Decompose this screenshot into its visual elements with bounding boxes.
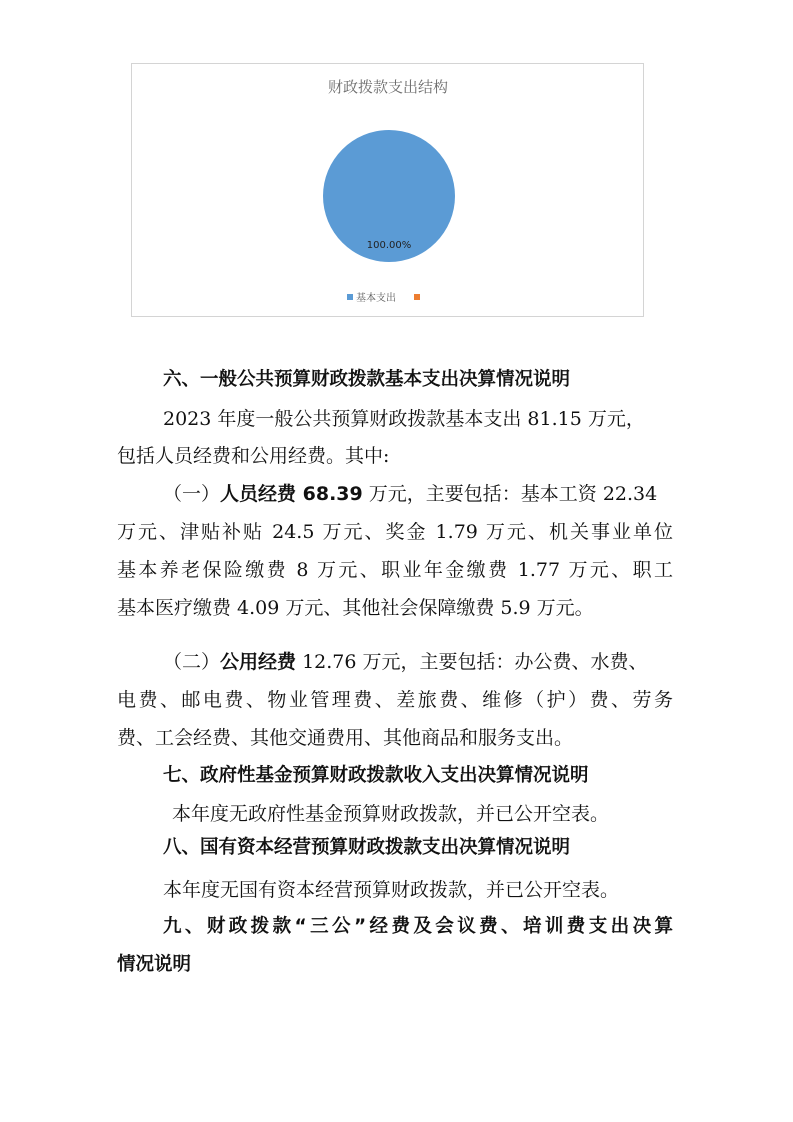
pie-chart-svg: [132, 64, 645, 318]
legend-label-0: 基本支出: [356, 293, 396, 304]
personnel-line1-rest: 万元，主要包括：基本工资 22.34: [362, 483, 658, 505]
personnel-line3: 基本养老保险缴费 8 万元、职业年金缴费 1.77 万元、职工: [117, 559, 673, 581]
personnel-line1: [163, 482, 657, 506]
chart-title: 财政拨款支出结构: [327, 78, 449, 96]
section6-intro-line2: 包括人员经费和公用经费。其中:: [117, 445, 390, 467]
public-line2: 电费、邮电费、物业管理费、差旅费、维修（护）费、劳务: [117, 689, 673, 711]
section9-heading-line2: 情况说明: [117, 954, 192, 975]
personnel-label: 人员经费 68.39: [220, 483, 363, 505]
legend-swatch-0: [347, 294, 353, 300]
pie-chart: [131, 63, 644, 317]
section8-heading: 八、国有资本经营预算财政拨款支出决算情况说明: [163, 837, 571, 858]
public-line3: 费、工会经费、其他交通费用、其他商品和服务支出。: [117, 727, 574, 749]
public-label: 公用经费: [220, 651, 297, 673]
pie-slice-label-0: 100.00%: [366, 240, 412, 251]
section6-intro-line1: 2023 年度一般公共预算财政拨款基本支出 81.15 万元，: [163, 408, 645, 430]
section7-body: 本年度无政府性基金预算财政拨款，并已公开空表。: [172, 803, 610, 825]
public-line1-rest: 12.76 万元，主要包括：办公费、水费、: [296, 651, 648, 673]
personnel-line4: 基本医疗缴费 4.09 万元、其他社会保障缴费 5.9 万元。: [117, 597, 594, 619]
section9-heading-line1: 九、财政拨款“三公”经费及会议费、培训费支出决算: [163, 916, 673, 937]
personnel-prefix: （一）: [163, 483, 221, 505]
legend-swatch-1: [414, 294, 420, 300]
public-line1: [163, 650, 648, 674]
public-prefix: （二）: [163, 651, 221, 673]
section8-body: 本年度无国有资本经营预算财政拨款，并已公开空表。: [163, 879, 620, 901]
personnel-line2: 万元、津贴补贴 24.5 万元、奖金 1.79 万元、机关事业单位: [117, 521, 673, 543]
section6-heading: 六、一般公共预算财政拨款基本支出决算情况说明: [163, 369, 571, 390]
section7-heading: 七、政府性基金预算财政拨款收入支出决算情况说明: [163, 765, 589, 786]
